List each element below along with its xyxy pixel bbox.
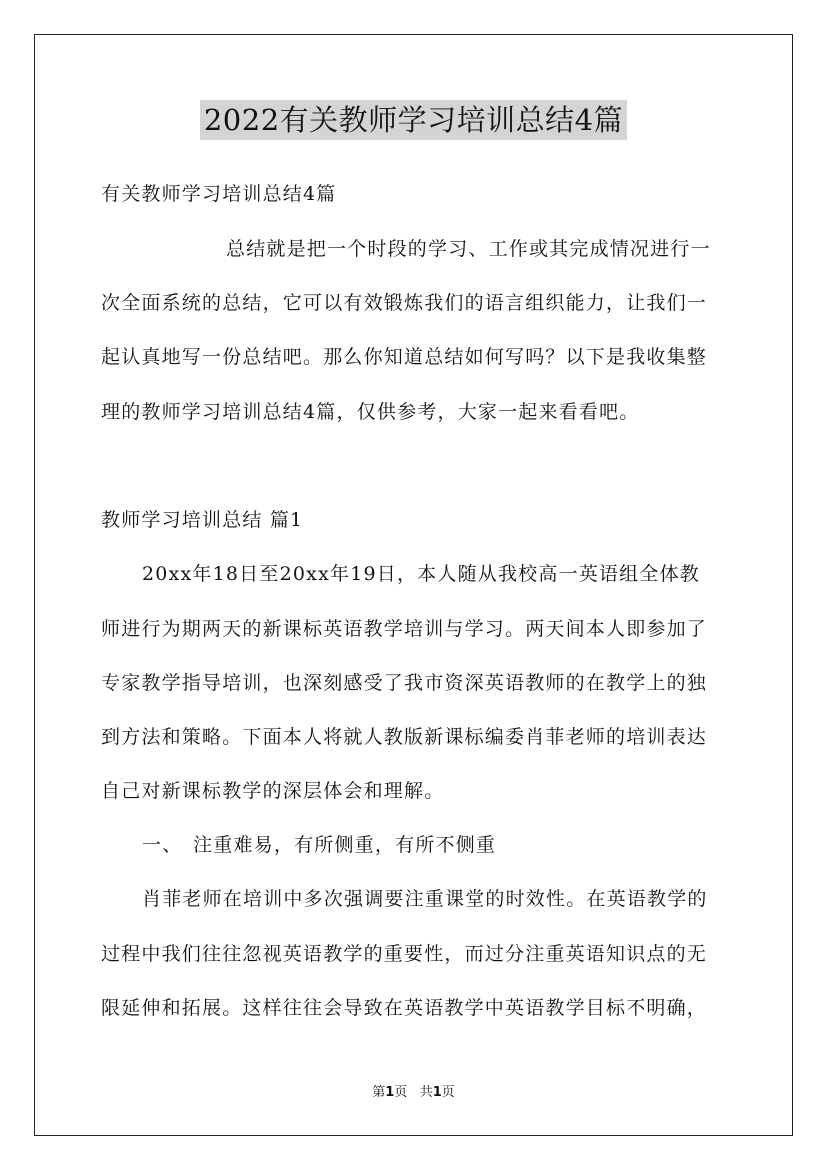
intro-line: 理的教师学习培训总结4篇，仅供参考，大家一起来看看吧。 <box>101 401 640 423</box>
paragraph-line: 师进行为期两天的新课标英语教学培训与学习。两天间本人即参加了 <box>101 618 708 640</box>
paragraph-line: 20xx年18日至20xx年19日，本人随从我校高一英语组全体教 <box>142 563 700 585</box>
intro-line: 次全面系统的总结，它可以有效锻炼我们的语言组织能力，让我们一 <box>101 292 708 314</box>
paragraph-line: 过程中我们往往忽视英语教学的重要性，而过分注重英语知识点的无 <box>101 943 708 965</box>
title-container <box>0 100 827 140</box>
document-subtitle: 有关教师学习培训总结4篇 <box>101 183 337 205</box>
footer-page-number: 1 <box>385 1085 395 1100</box>
intro-line: 总结就是把一个时段的学习、工作或其完成情况进行一 <box>226 238 711 260</box>
footer-page-unit: 页 <box>394 1085 408 1100</box>
point-heading: 一、 注重难易，有所侧重，有所不侧重 <box>142 834 497 856</box>
footer-total-unit: 页 <box>441 1085 455 1100</box>
section-heading: 教师学习培训总结 篇1 <box>101 509 304 531</box>
footer-total-number: 1 <box>432 1085 442 1100</box>
intro-line: 起认真地写一份总结吧。那么你知道总结如何写吗？以下是我收集整 <box>101 346 708 368</box>
paragraph-line: 肖菲老师在培训中多次强调要注重课堂的时效性。在英语教学的 <box>142 888 708 910</box>
paragraph-line: 到方法和策略。下面本人将就人教版新课标编委肖菲老师的培训表达 <box>101 726 708 748</box>
paragraph-line: 自己对新课标教学的深层体会和理解。 <box>101 780 445 802</box>
footer-total-label: 共 <box>419 1085 433 1100</box>
footer-page-label: 第 <box>372 1085 386 1100</box>
document-title: 2022有关教师学习培训总结4篇 <box>200 100 627 140</box>
paragraph-line: 限延伸和拓展。这样往往会导致在英语教学中英语教学目标不明确， <box>101 997 708 1019</box>
page-footer <box>0 1084 827 1102</box>
paragraph-line: 专家教学指导培训，也深刻感受了我市资深英语教师的在教学上的独 <box>101 672 708 694</box>
